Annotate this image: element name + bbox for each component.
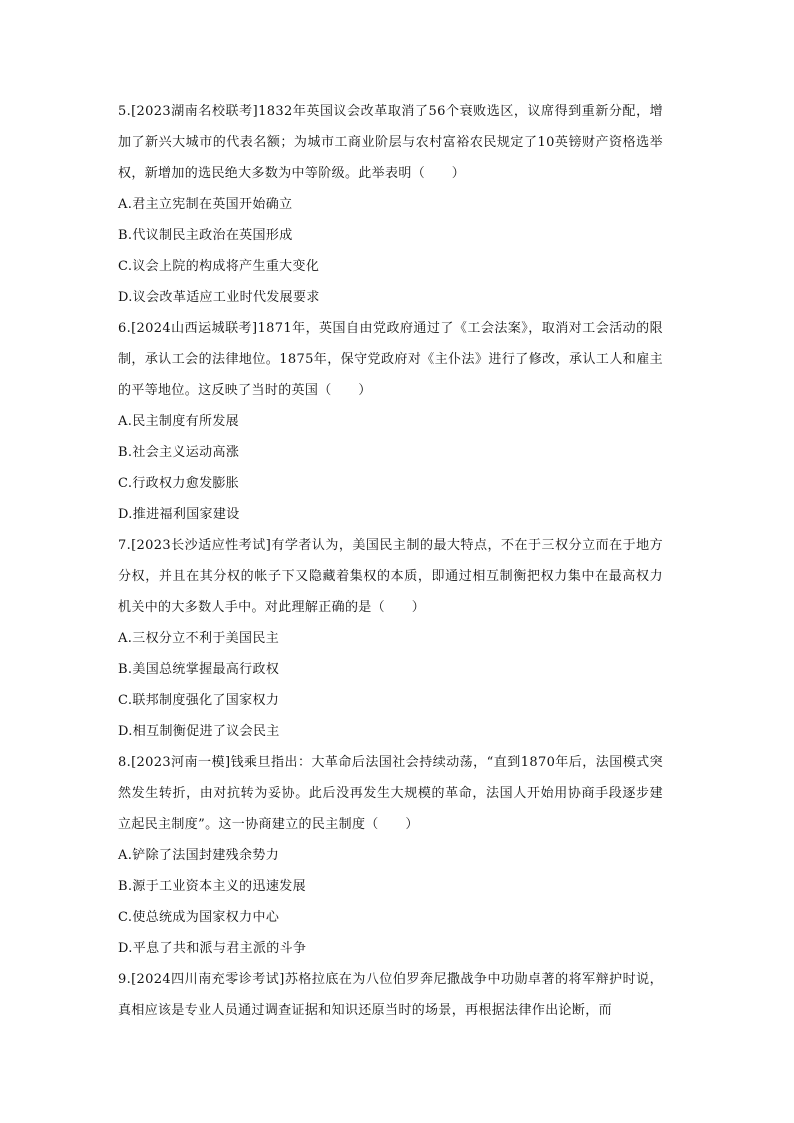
question-7-stem: 7.[2023长沙适应性考试]有学者认为，美国民主制的最大特点，不在于三权分立而在于地方分权，并且在其分权的帐子下又隐藏着集权的本质，即通过相互制衡把权力集中在最高权力机关中的大多数人手中。对此理解正确的是（ ） [118, 538, 663, 615]
question-5-option-d: D.议会改革适应工业时代发展要求 [118, 290, 320, 305]
question-7-option-d: D.相互制衡促进了议会民主 [118, 724, 280, 739]
question-8-option-a: A.铲除了法国封建残余势力 [118, 848, 280, 863]
question-7 [118, 530, 663, 747]
question-8-option-d: D.平息了共和派与君主派的斗争 [118, 941, 307, 956]
question-6-option-c: C.行政权力愈发膨胀 [118, 476, 240, 491]
question-7-option-b: B.美国总统掌握最高行政权 [118, 662, 280, 677]
question-8-stem: 8.[2023河南一模]钱乘旦指出：大革命后法国社会持续动荡，“直到1870年后，法国模式突然发生转折，由对抗转为妥协。此后没再发生大规模的革命，法国人开始用协商手段逐步建立起民主制度”。这一协商建立的民主制度（ ） [118, 755, 663, 832]
question-5-option-a: A.君主立宪制在英国开始确立 [118, 197, 293, 212]
question-8-option-b: B.源于工业资本主义的迅速发展 [118, 879, 306, 894]
question-5 [118, 96, 663, 313]
question-7-option-c: C.联邦制度强化了国家权力 [118, 693, 280, 708]
question-list [118, 96, 663, 1026]
question-5-stem: 5.[2023湖南名校联考]1832年英国议会改革取消了56个衰败选区，议席得到重新分配，增加了新兴大城市的代表名额；为城市工商业阶层与农村富裕农民规定了10英镑财产资格选举权，新增加的选民绝大多数为中等阶级。此举表明（ ） [118, 104, 663, 181]
question-8-option-c: C.使总统成为国家权力中心 [118, 910, 280, 925]
question-6-option-b: B.社会主义运动高涨 [118, 445, 240, 460]
question-6 [118, 313, 663, 530]
question-6-option-d: D.推进福利国家建设 [118, 507, 240, 522]
question-9 [118, 964, 663, 1026]
question-5-option-b: B.代议制民主政治在英国形成 [118, 228, 293, 243]
question-8 [118, 747, 663, 964]
question-5-option-c: C.议会上院的构成将产生重大变化 [118, 259, 320, 274]
question-6-stem: 6.[2024山西运城联考]1871年，英国自由党政府通过了《工会法案》，取消对工会活动的限制，承认工会的法律地位。1875年，保守党政府对《主仆法》进行了修改，承认工人和雇主的平等地位。这反映了当时的英国（ ） [118, 321, 663, 398]
question-6-option-a: A.民主制度有所发展 [118, 414, 240, 429]
question-9-stem: 9.[2024四川南充零诊考试]苏格拉底在为八位伯罗奔尼撒战争中功勋卓著的将军辩护时说，真相应该是专业人员通过调查证据和知识还原当时的场景，再根据法律作出论断，而 [118, 972, 663, 1018]
question-7-option-a: A.三权分立不利于美国民主 [118, 631, 280, 646]
